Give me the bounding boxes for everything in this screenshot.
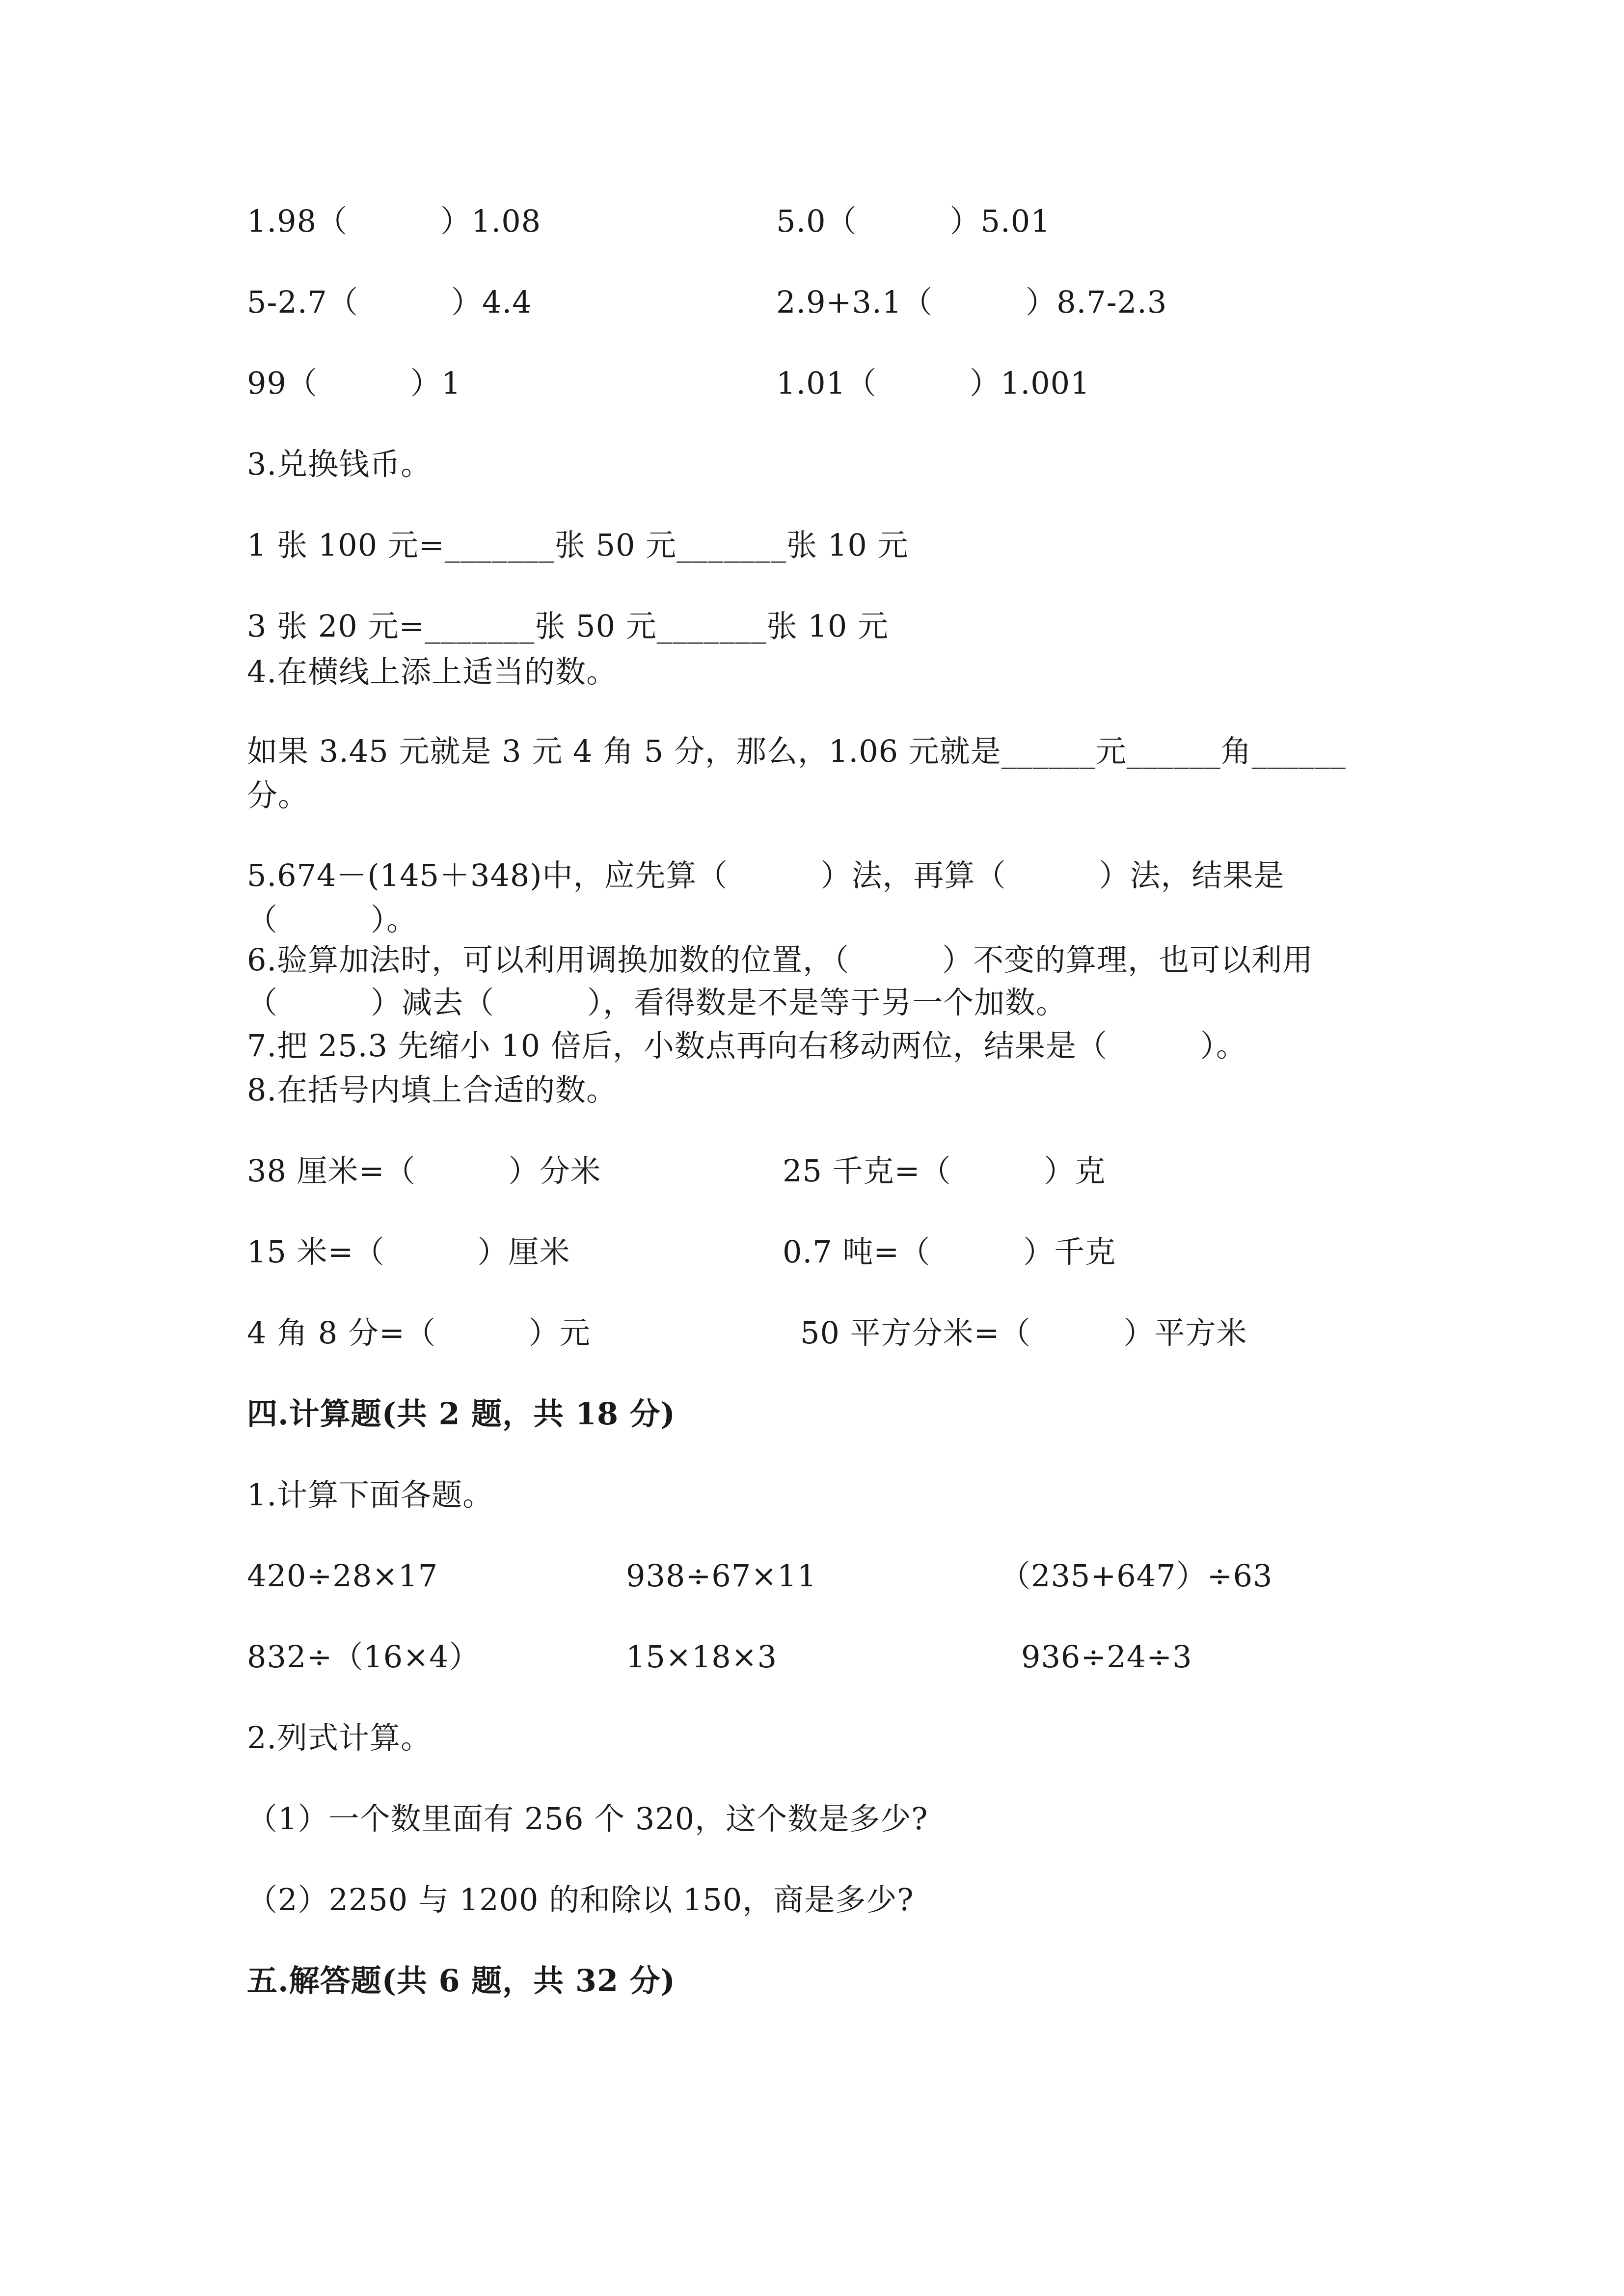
q7-line1: 7.把 25.3 先缩小 10 倍后，小数点再向右移动两位，结果是（ ）。: [247, 1028, 1247, 1064]
section4-q2-title: 2.列式计算。: [247, 1720, 432, 1756]
calc-r2c2: 15×18×3: [626, 1639, 778, 1675]
q8-row2-right: 0.7 吨=（ ）千克: [783, 1234, 1116, 1270]
q3-line2: 3 张 20 元=_______张 50 元_______张 10 元: [247, 608, 889, 644]
section4-q1-title: 1.计算下面各题。: [247, 1477, 494, 1513]
q4-line1: 如果 3.45 元就是 3 元 4 角 5 分，那么，1.06 元就是______元______角______: [247, 733, 1346, 769]
q8-title: 8.在括号内填上合适的数。: [247, 1072, 618, 1108]
q8-row1-left: 38 厘米=（ ）分米: [247, 1153, 601, 1189]
calc-r1c2: 938÷67×11: [626, 1558, 817, 1594]
q8-row3-right: 50 平方分米=（ ）平方米: [800, 1315, 1247, 1351]
q4-line2: 分。: [247, 777, 309, 813]
compare-row3-left: 99（ ）1: [247, 365, 461, 401]
calc-r2c3: 936÷24÷3: [1021, 1639, 1192, 1675]
q5-line2: （ ）。: [247, 902, 418, 937]
compare-row2-right: 2.9+3.1（ ）8.7-2.3: [776, 284, 1167, 320]
calc-r2c1: 832÷（16×4）: [247, 1639, 480, 1675]
section4-heading: 四.计算题(共 2 题，共 18 分): [247, 1396, 676, 1432]
section4-q2-item1: （1）一个数里面有 256 个 320，这个数是多少?: [247, 1801, 928, 1837]
compare-row2-left: 5-2.7（ ）4.4: [247, 284, 532, 320]
section5-heading: 五.解答题(共 6 题，共 32 分): [247, 1963, 676, 1999]
q4-title: 4.在横线上添上适当的数。: [247, 654, 618, 690]
calc-r1c1: 420÷28×17: [247, 1558, 438, 1594]
calc-r1c3: （235+647）÷63: [1000, 1558, 1273, 1594]
q8-row3-left: 4 角 8 分=（ ）元: [247, 1315, 591, 1351]
q3-line1: 1 张 100 元=_______张 50 元_______张 10 元: [247, 527, 909, 563]
compare-row1-right: 5.0（ ）5.01: [776, 203, 1051, 239]
q8-row2-left: 15 米=（ ）厘米: [247, 1234, 570, 1270]
q6-line2: （ ）减去（ ），看得数是不是等于另一个加数。: [247, 985, 1067, 1020]
section4-q2-item2: （2）2250 与 1200 的和除以 150，商是多少?: [247, 1882, 914, 1918]
q5-line1: 5.674－(145＋348)中，应先算（ ）法，再算（ ）法，结果是: [247, 857, 1285, 893]
compare-row3-right: 1.01（ ）1.001: [776, 365, 1090, 401]
compare-row1-left: 1.98（ ）1.08: [247, 203, 541, 239]
q3-title: 3.兑换钱币。: [247, 446, 432, 482]
q8-row1-right: 25 千克=（ ）克: [783, 1153, 1106, 1189]
q6-line1: 6.验算加法时，可以利用调换加数的位置，（ ）不变的算理，也可以利用: [247, 942, 1314, 978]
